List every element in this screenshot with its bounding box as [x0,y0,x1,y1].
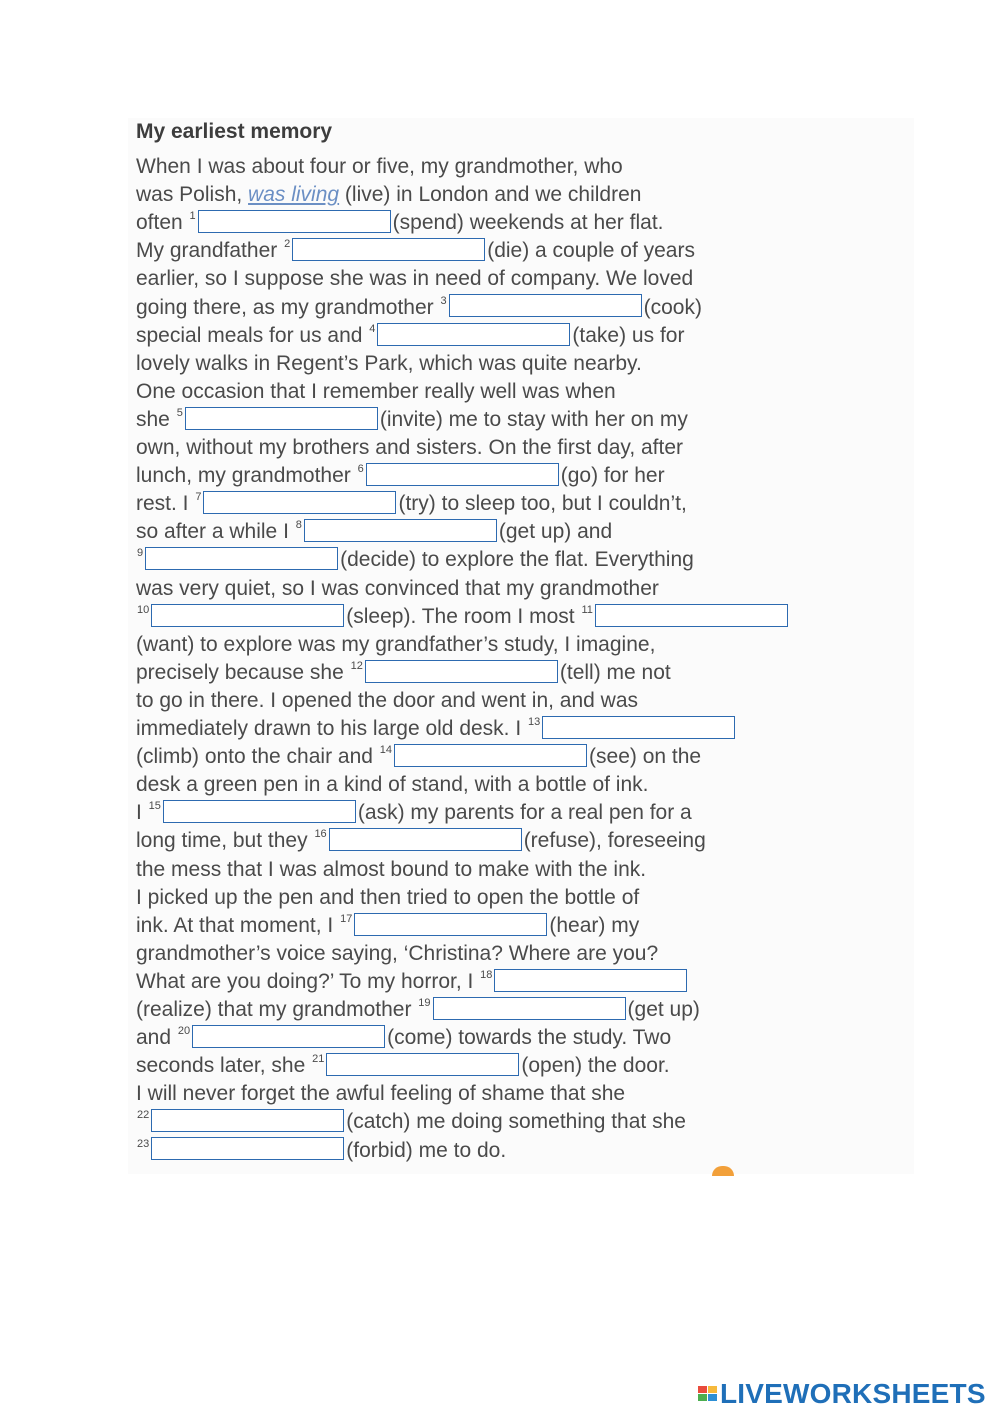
text-segment: ink. At that moment, I [136,913,340,937]
text-segment: When I was about four or five, my grandmother, who [136,155,623,178]
text-line [136,518,612,546]
question-number: 3 [440,294,447,307]
question-number: 16 [314,828,327,841]
question-number: 9 [137,547,144,560]
text-segment: (forbid) me to do. [346,1138,507,1162]
text-segment: (sleep). The room I most [346,604,581,628]
answer-blank-2[interactable] [292,238,485,261]
question-number: 5 [176,406,183,419]
text-line [136,434,683,462]
liveworksheets-logo [698,1374,986,1414]
text-segment: (hear) my [549,913,640,937]
answer-blank-1[interactable] [198,210,391,233]
text-segment: (open) the door. [521,1054,670,1078]
example-answer: was living [248,183,340,207]
text-segment: (see) on the [589,745,702,769]
text-segment: One occasion that I remember really well was when [136,379,616,403]
text-segment: and [136,1026,177,1050]
text-line [136,968,689,996]
text-line [136,1137,506,1165]
question-number: 10 [137,603,150,616]
text-line [136,1080,625,1108]
logo-text: LIVEWORKSHEETS [720,1378,986,1409]
answer-blank-6[interactable] [366,463,559,486]
text-line [136,603,790,631]
text-line [136,912,639,940]
text-segment: was Polish, [136,183,249,207]
question-number: 12 [350,659,363,672]
text-line [136,265,693,293]
text-line [136,884,639,912]
answer-blank-9[interactable] [145,547,338,570]
answer-blank-4[interactable] [377,323,570,346]
text-segment: (cook) [643,295,702,319]
text-segment: (refuse), foreseeing [523,829,706,853]
text-line [136,687,638,715]
answer-blank-15[interactable] [163,800,356,823]
question-number: 1 [189,210,196,223]
question-number: 8 [295,519,302,532]
answer-blank-12[interactable] [365,660,558,683]
text-segment: (climb) onto the chair and [136,745,379,769]
question-number: 11 [581,603,593,616]
text-line [136,631,655,659]
answer-blank-14[interactable] [394,744,587,767]
text-segment: the mess that I was almost bound to make with the ink. [136,857,647,881]
answer-blank-19[interactable] [433,997,626,1020]
text-segment: (realize) that my grandmother [136,998,418,1021]
text-segment: rest. I [136,492,195,516]
text-segment: I will never forget the awful feeling of shame that she [136,1082,626,1106]
text-segment: I picked up the pen and then tried to open the bottle of [136,885,640,909]
text-segment: she [136,407,176,431]
text-line [136,322,684,350]
text-line [136,799,692,827]
question-number: 21 [312,1053,325,1066]
question-number: 15 [148,800,161,813]
text-line [136,378,616,406]
text-segment: I [136,801,148,825]
text-segment: (die) a couple of years [487,239,695,263]
text-segment: earlier, so I suppose she was in need of company. We loved [136,267,694,291]
text-segment: often [136,211,189,235]
text-line [136,575,659,603]
answer-blank-22[interactable] [151,1109,344,1132]
text-line [136,743,701,771]
question-number: 23 [137,1137,150,1150]
text-segment: (want) to explore was my grandfather’s study, I imagine, [136,632,656,656]
question-number: 4 [369,322,376,335]
text-line [136,771,649,799]
text-segment: so after a while I [136,520,295,544]
question-number: 6 [357,463,364,476]
question-number: 18 [480,968,493,981]
answer-blank-5[interactable] [185,407,378,430]
text-segment: (go) for her [560,464,665,488]
text-line [136,856,646,884]
text-line [136,715,737,743]
question-number: 2 [284,238,291,251]
text-line [136,181,641,209]
text-segment: (take) us for [572,323,685,347]
text-segment: (try) to sleep too, but I couldn’t, [398,492,687,516]
text-line [136,406,688,434]
answer-blank-13[interactable] [542,716,735,739]
page-title: My earliest memory [136,120,333,143]
text-line [136,350,642,378]
answer-blank-17[interactable] [354,913,547,936]
text-segment: desk a green pen in a kind of stand, with a bottle of ink. [136,773,649,797]
text-segment: going there, as my grandmother [136,295,440,319]
text-line [136,659,671,687]
question-number: 17 [340,912,353,925]
text-segment: (ask) my parents for a real pen for a [357,801,692,825]
text-line [136,996,700,1024]
text-line [136,237,695,265]
text-line [136,209,664,237]
answer-blank-21[interactable] [326,1053,519,1076]
text-segment: (decide) to explore the flat. Everything [340,548,694,572]
question-number: 14 [379,744,393,757]
text-line [136,1052,670,1080]
answer-blank-8[interactable] [304,519,497,542]
text-segment: immediately drawn to his large old desk. I [136,717,528,740]
text-line [136,546,694,574]
text-segment: lunch, my grandmother [136,464,357,488]
text-segment: (live) in London and we children [339,183,642,207]
text-segment: grandmother’s voice saying, ‘Christina? Where are you? [136,941,659,965]
text-line [136,490,687,518]
question-number: 19 [418,997,431,1009]
text-segment: (get up) and [498,520,613,544]
text-line [136,1024,671,1052]
text-line [136,827,706,855]
text-line [136,294,702,322]
answer-blank-3[interactable] [449,294,642,317]
text-segment: was very quiet, so I was convinced that my grandmother [136,576,659,600]
question-number: 22 [137,1109,150,1122]
answer-blank-18[interactable] [494,969,687,992]
text-line [136,462,665,490]
text-segment: special meals for us and [136,323,369,347]
text-segment: My grandfather [136,239,284,263]
text-segment: (tell) me not [559,660,671,684]
text-segment: long time, but they [136,829,314,853]
text-segment: (come) towards the study. Two [387,1026,672,1050]
answer-blank-16[interactable] [329,828,522,851]
question-number: 13 [528,716,541,728]
text-segment: to go in there. I opened the door and went in, and was [136,688,639,712]
text-line [136,940,658,968]
text-segment: own, without my brothers and sisters. On the first day, after [136,436,684,459]
text-segment: What are you doing?’ To my horror, I [136,969,480,993]
answer-blank-10[interactable] [151,604,344,627]
logo-icon [698,1382,718,1406]
text-segment: (catch) me doing something that she [346,1110,686,1134]
answer-blank-23[interactable] [151,1137,344,1160]
answer-blank-7[interactable] [203,491,396,514]
text-line [136,153,623,181]
text-line [136,1108,686,1136]
text-segment: precisely because she [136,660,350,684]
answer-blank-20[interactable] [192,1025,385,1048]
text-segment: lovely walks in Regent’s Park, which was quite nearby. [136,351,642,375]
question-number: 7 [195,491,202,504]
text-segment: (get up) [627,998,700,1021]
text-segment: (spend) weekends at her flat. [392,211,664,235]
text-segment: (invite) me to stay with her on my [379,407,688,431]
text-segment: seconds later, she [136,1054,312,1078]
answer-blank-11[interactable] [595,604,788,627]
question-number: 20 [177,1025,191,1038]
